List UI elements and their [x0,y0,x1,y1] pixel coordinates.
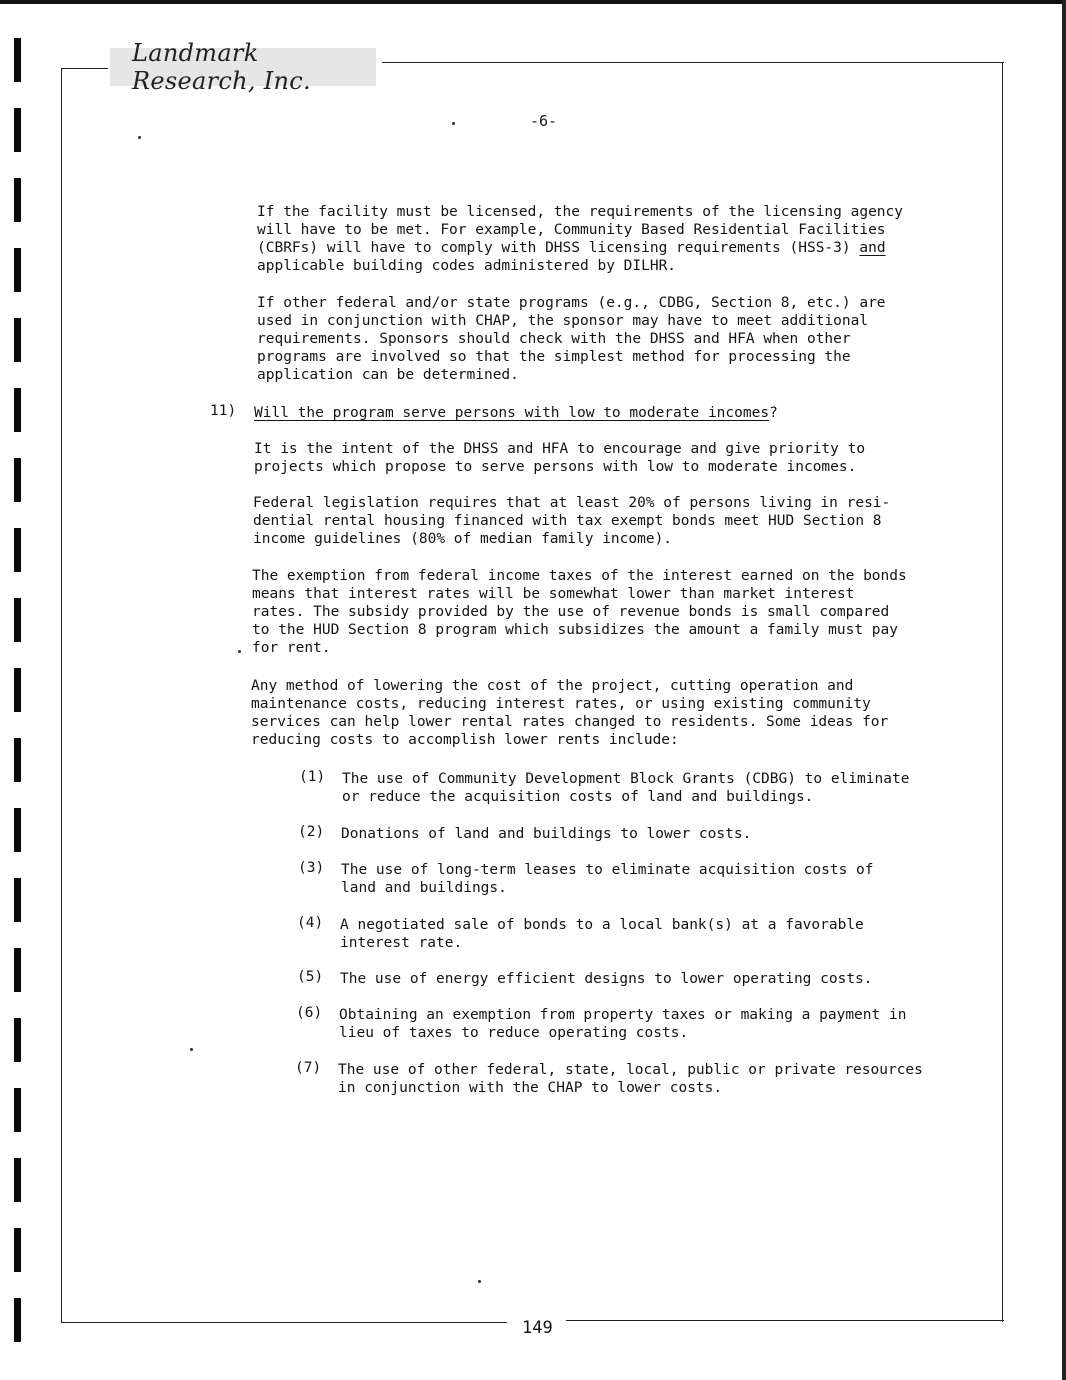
text-line: Federal legislation requires that at least 20% of persons living in resi- [253,495,891,511]
idea-item [338,1061,923,1097]
binding-mark [14,878,21,922]
text-line: If the facility must be licensed, the requirements of the licensing agency [257,204,904,220]
page-right-edge [1062,0,1066,1380]
binding-mark [14,178,21,222]
footer-page-number: 149 [522,1318,553,1338]
text-line: to the HUD Section 8 program which subsidizes the amount a family must pay [252,622,899,638]
answer-paragraph-4 [251,677,888,749]
idea-number: (4) [297,915,324,931]
idea-number: (6) [296,1005,323,1021]
idea-item [340,916,864,952]
intro-paragraph-2 [257,294,886,384]
text-line: Obtaining an exemption from property taxes or making a payment in [339,1007,907,1023]
text-line: means that interest rates will be somewhat lower than market interest [252,586,855,602]
binding-mark [14,948,21,992]
text-line: The use of Community Development Block Grants (CDBG) to eliminate [342,771,910,787]
idea-number: (7) [295,1060,322,1076]
binding-mark [14,668,21,712]
idea-number: (3) [298,860,325,876]
text-line: dential rental housing financed with tax exempt bonds meet HUD Section 8 [253,513,882,529]
text-line: The exemption from federal income taxes of the interest earned on the bonds [252,568,907,584]
answer-paragraph-3 [252,567,907,657]
binding-mark [14,458,21,502]
binding-mark [14,598,21,642]
text-line: The use of energy efficient designs to lower operating costs. [340,971,873,987]
text-line: application can be determined. [257,367,519,383]
scan-speck [452,122,455,125]
question-text: Will the program serve persons with low to moderate incomes [254,405,770,421]
answer-paragraph-2 [253,494,890,548]
text-line: rates. The subsidy provided by the use of revenue bonds is small compared [252,604,890,620]
scan-speck [190,1048,193,1051]
text-line: in conjunction with the CHAP to lower costs. [338,1080,723,1096]
binding-mark [14,1018,21,1062]
text-line: will have to be met. For example, Community Based Residential Facilities [257,222,886,238]
idea-number: (5) [297,969,324,985]
text-line: If other federal and/or state programs (e.g., CDBG, Section 8, etc.) are [257,295,886,311]
text-line: A negotiated sale of bonds to a local bank(s) at a favorable [340,917,864,933]
frame-line [62,68,108,69]
text-line: requirements. Sponsors should check with the DHSS and HFA when other [257,331,851,347]
text-line: (CBRFs) will have to comply with DHSS licensing requirements (HSS-3) [257,240,851,256]
text-line: programs are involved so that the simplest method for processing the [257,349,851,365]
text-line: The use of other federal, state, local, public or private resources [338,1062,923,1078]
binding-mark [14,808,21,852]
binding-mark [14,1158,21,1202]
text-line: Any method of lowering the cost of the project, cutting operation and [251,678,854,694]
text-line: interest rate. [340,935,463,951]
binding-mark [14,388,21,432]
text-line: services can help lower rental rates changed to residents. Some ideas for [251,714,889,730]
frame-line [61,1322,507,1323]
text-line: income guidelines (80% of median family income). [253,531,673,547]
text-line: lieu of taxes to reduce operating costs. [339,1025,689,1041]
scan-speck [478,1280,481,1283]
answer-paragraph-1 [254,440,865,476]
text-line: It is the intent of the DHSS and HFA to encourage and give priority to [254,441,866,457]
text-line: Donations of land and buildings to lower costs. [341,826,752,842]
binding-mark [14,318,21,362]
letterhead-logo: Landmark Research, Inc. [110,48,376,86]
text-line: for rent. [252,640,331,656]
idea-number: (2) [298,824,325,840]
page-number: -6- [530,112,558,130]
text-line: land and buildings. [341,880,507,896]
idea-item [339,1006,906,1042]
binding-mark [14,1298,21,1342]
scan-speck [238,650,241,653]
idea-item [340,970,873,988]
binding-mark [14,248,21,292]
text-line: projects which propose to serve persons with low to moderate incomes. [254,459,857,475]
idea-item [341,825,751,843]
text-line: or reduce the acquisition costs of land and buildings. [342,789,814,805]
idea-item [342,770,909,806]
question-heading [254,404,778,422]
text-line: maintenance costs, reducing interest rates, or using existing community [251,696,871,712]
binding-mark [14,108,21,152]
binding-mark [14,528,21,572]
text-line: reducing costs to accomplish lower rents include: [251,732,679,748]
intro-paragraph-1 [257,203,903,275]
frame-line [1002,62,1003,1322]
frame-line [61,68,62,1322]
question-number: 11) [210,403,237,419]
binding-mark [14,1228,21,1272]
binding-mark [14,38,21,82]
frame-line [382,62,1004,63]
frame-line [566,1320,1004,1321]
idea-number: (1) [299,769,326,785]
question-mark: ? [769,405,778,421]
binding-mark [14,738,21,782]
underlined-word: and [859,240,886,256]
binding-mark [14,1088,21,1132]
text-line: used in conjunction with CHAP, the sponsor may have to meet additional [257,313,869,329]
page-top-edge [0,0,1066,4]
scan-speck [138,136,141,139]
idea-item [341,861,874,897]
text-line: The use of long-term leases to eliminate acquisition costs of [341,862,874,878]
text-line: applicable building codes administered by DILHR. [257,258,677,274]
